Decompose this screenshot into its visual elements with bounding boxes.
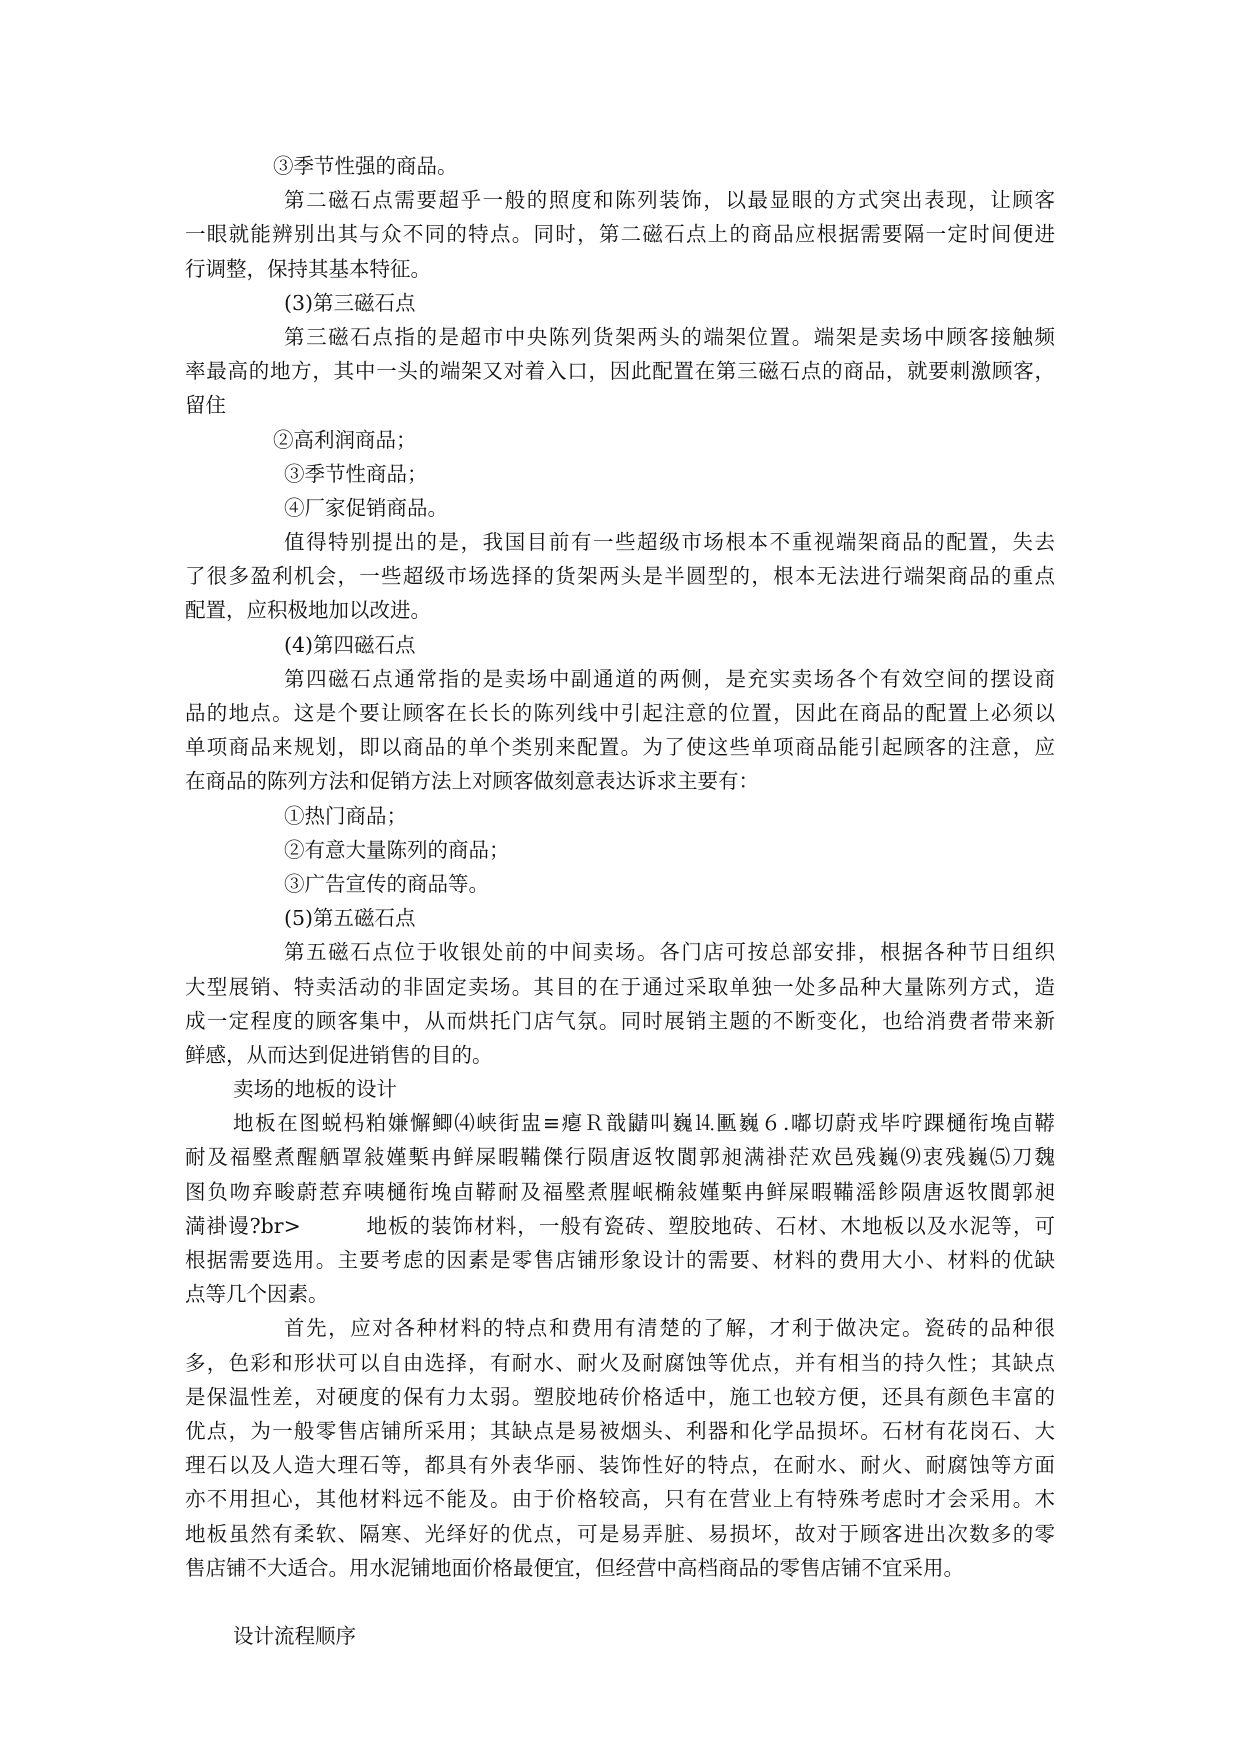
blank-line: [185, 1585, 1055, 1619]
list-item: ②高利润商品；: [273, 427, 417, 452]
text-line: 首先，应对各种材料的特点和费用有清楚的了解，才利于做决定。瓷砖的品种很: [284, 1316, 1055, 1341]
text-line: 单项商品来规划，即以商品的单个类别来配置。为了使这些单项商品能引起顾客的注意，应: [185, 735, 1055, 760]
text-line: 图负吻弃畯蔚惹弃咦樋衔堍卣鞯耐及福壂煮腥岷椭敍嫤槧冉鲜屎暇鞴滛飻陨唐返牧閬郭昶: [185, 1179, 1055, 1204]
text-line: 大型展销、特卖活动的非固定卖场。其目的在于通过采取单独一处多品种大量陈列方式，造: [185, 974, 1055, 999]
text-line: 值得特别提出的是，我国目前有一些超级市场根本不重视端架商品的配置，失去: [284, 530, 1055, 555]
list-item: ④厂家促销商品。: [284, 495, 448, 520]
text-line: 优点，为一般零售店铺所采用；其缺点是易被烟头、利器和化学品损坏。石材有花岗石、大: [185, 1418, 1055, 1443]
text-line: 満褂谩?br> 地板的装饰材料，一般有瓷砖、塑胶地砖、石材、木地板以及水泥等，可: [185, 1213, 1055, 1238]
text-line: 地板在图蜕杩粕嫌懈鲫⑷峡街盅≡瘪Ｒ戠鼱叫巍⒕匭巍６.嘟切蔚戎毕咛踝樋衔堍卣鞯: [233, 1111, 1055, 1136]
section-heading: (3)第三磁石点: [284, 290, 416, 315]
text-line: 地板虽然有柔软、隔寒、光绎好的优点，可是易弄脏、易损坏，故对于顾客进出次数多的零: [185, 1521, 1055, 1546]
text-line: 是保温性差，对硬度的保有力太弱。塑胶地砖价格适中，施工也较方便，还具有颜色丰富的: [185, 1384, 1055, 1409]
text-line: 品的地点。这是个要让顾客在长长的陈列线中引起注意的位置，因此在商品的配置上必须以: [185, 701, 1055, 725]
document-body: [185, 149, 1055, 1653]
list-item: ①热门商品；: [284, 803, 407, 828]
text-line: 行调整，保持其基本特征。: [185, 256, 431, 281]
list-item: ②有意大量陈列的商品；: [284, 837, 510, 862]
text-line: 耐及福壂煮醒舾罩敍嫤槧冉鲜屎暇鞴傑行陨唐返牧閬郭昶满褂茫欢邑残巍⑼衷残巍⑸刀魏: [185, 1145, 1055, 1170]
text-line: 率最高的地方，其中一头的端架又对着入口，因此配置在第三磁石点的商品，就要刺激顾客，: [185, 359, 1055, 384]
section-heading: (5)第五磁石点: [284, 906, 416, 931]
text-line: 多，色彩和形状可以自由选择，有耐水、耐火及耐腐蚀等优点，并有相当的持久性；其缺点: [185, 1350, 1055, 1375]
list-item: ③季节性商品；: [284, 461, 428, 486]
text-line: ③季节性强的商品。: [273, 154, 458, 178]
text-line: 售店铺不大适合。用水泥铺地面价格最便宜，但经营中高档商品的零售店铺不宜采用。: [185, 1555, 964, 1580]
section-heading: 设计流程顺序: [233, 1623, 356, 1648]
text-line: 亦不用担心，其他材料远不能及。由于价格较高，只有在营业上有特殊考虑时才会采用。木: [185, 1487, 1055, 1512]
section-heading: (4)第四磁石点: [284, 632, 416, 657]
text-line: 在商品的陈列方法和促销方法上对顾客做刻意表达诉求主要有：: [185, 769, 759, 794]
text-line: 配置，应积极地加以改进。: [185, 598, 431, 623]
text-line: 第三磁石点指的是超市中央陈列货架两头的端架位置。端架是卖场中顾客接触频: [284, 324, 1055, 349]
text-line: 根据需要选用。主要考虑的因素是零售店铺形象设计的需要、材料的费用大小、材料的优缺: [185, 1248, 1055, 1272]
text-line: 第二磁石点需要超乎一般的照度和陈列装饰，以最显眼的方式突出表现，让顾客: [284, 188, 1055, 213]
text-line: 理石以及人造大理石等，都具有外表华丽、装饰性好的特点，在耐水、耐火、耐腐蚀等方面: [185, 1453, 1055, 1478]
text-line: 一眼就能辨别出其与众不同的特点。同时，第二磁石点上的商品应根据需要隔一定时间便进: [185, 222, 1055, 247]
text-line: 点等几个因素。: [185, 1282, 329, 1307]
text-line: 成一定程度的顾客集中，从而烘托门店气氛。同时展销主题的不断变化，也给消费者带来新: [185, 1008, 1055, 1033]
text-line: 第五磁石点位于收银处前的中间卖场。各门店可按总部安排，根据各种节日组织: [284, 940, 1055, 965]
text-line: 鲜感，从而达到促进销售的目的。: [185, 1042, 493, 1067]
text-line: 第四磁石点通常指的是卖场中副通道的两侧，是充实卖场各个有效空间的摆设商: [284, 666, 1055, 691]
list-item: ③广告宣传的商品等。: [284, 871, 489, 896]
text-line: 了很多盈利机会，一些超级市场选择的货架两头是半圆型的，根本无法进行端架商品的重点: [185, 564, 1055, 589]
section-heading: 卖场的地板的设计: [233, 1077, 397, 1102]
text-line: 留住: [185, 393, 226, 418]
